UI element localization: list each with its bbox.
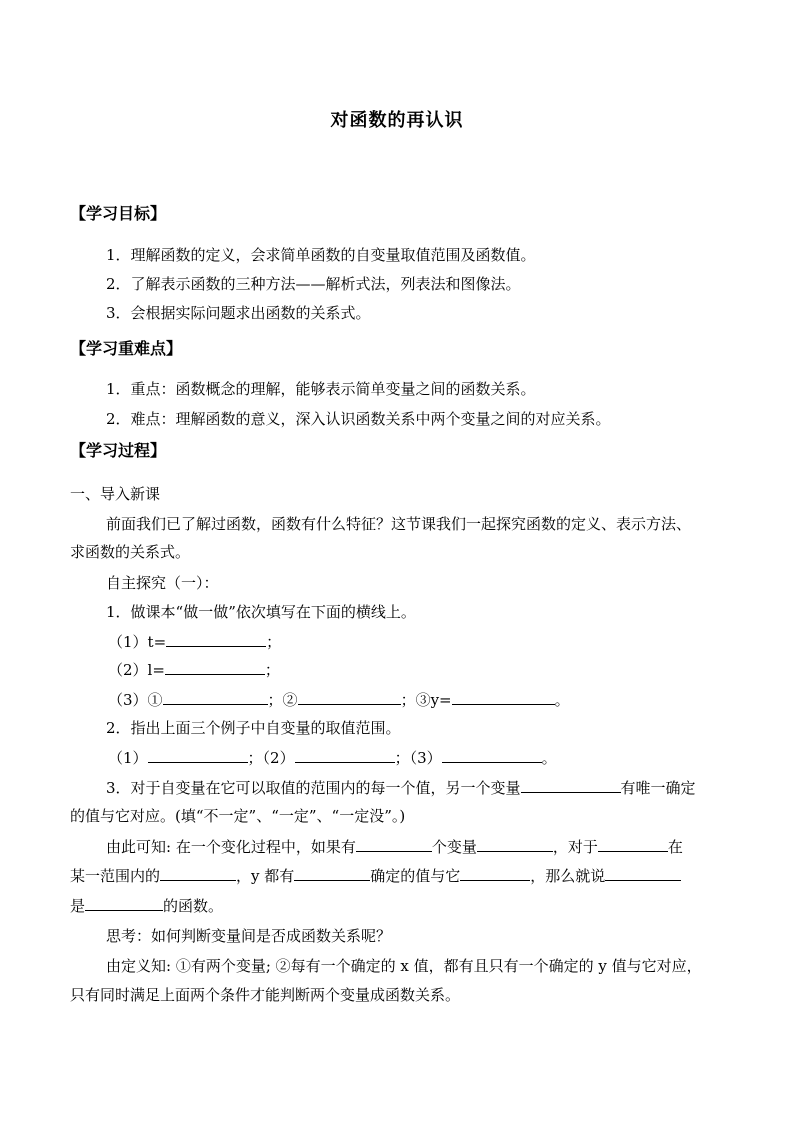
q1-a-label: （1）t= [108,633,167,651]
intro-line-2: 求函数的关系式。 [70,543,191,561]
semicolon: ； [264,661,280,679]
def-text: 个变量 [431,838,477,856]
goal-item-3: 3．会根据实际问题求出函数的关系式。 [106,304,371,322]
key-point-item-1: 1．重点：函数概念的理解，能够表示简单变量之间的函数关系。 [106,380,536,398]
answer-blank[interactable] [160,866,236,881]
answer-blank[interactable] [295,748,395,763]
q1-c-mid2: ；③y= [400,691,452,709]
q2-a: （1） [108,749,148,767]
goal-item-1: 1．理解函数的定义，会求简单函数的自变量取值范围及函数值。 [106,246,536,264]
q1-row-b [108,660,280,680]
answer-blank[interactable] [605,866,681,881]
def-text: 确定的值与它 [370,867,461,885]
q1-c-mid: ；② [267,691,298,709]
answer-blank[interactable] [356,837,432,852]
def-text: 某一范围内的 [70,867,161,885]
key-point-item-2: 2．难点：理解函数的意义，深入认识函数关系中两个变量之间的对应关系。 [106,410,611,428]
semicolon: ； [266,633,282,651]
def-text: 在 [667,838,683,856]
q3-text-a: 3．对于自变量在它可以取值的范围内的每一个值，另一个变量 [106,779,521,797]
definition-line-1 [106,837,683,857]
q1-row-c [108,690,570,710]
q2-row [108,748,557,768]
def-text: 是 [70,897,86,915]
q1-c-label: （3）① [108,691,163,709]
q3-line-2: 的值与它对应。(填“不一定”、“一定”、“一定没”。) [70,807,406,825]
q3-line-1 [106,778,696,798]
question-2: 2．指出上面三个例子中自变量的取值范围。 [106,719,401,737]
answer-blank[interactable] [452,690,555,705]
conclusion-line-1: 由定义知: ①有两个变量; ②每有一个确定的 x 值，都有且只有一个确定的 y 值与它对应， [106,957,702,975]
answer-blank[interactable] [294,866,370,881]
answer-blank[interactable] [477,837,553,852]
conclusion-line-2: 只有同时满足上面两个条件才能判断两个变量成函数关系。 [70,986,461,1004]
part1-title: 一、导入新课 [70,485,161,503]
def-text: 由此可知: 在一个变化过程中，如果有 [106,838,356,856]
think-question: 思考：如何判断变量间是否成函数关系呢？ [106,927,392,945]
q2-c: ；（3） [394,749,442,767]
answer-blank[interactable] [165,660,265,675]
answer-blank[interactable] [460,866,530,881]
q1-b-label: （2）l= [108,661,165,679]
page-title: 对函数的再认识 [330,110,464,131]
process-heading: 【学习过程】 [70,441,167,460]
answer-blank[interactable] [521,778,621,793]
answer-blank[interactable] [298,690,401,705]
answer-blank[interactable] [148,748,248,763]
intro-line-1: 前面我们已了解过函数，函数有什么特征？这节课我们一起探究函数的定义、表示方法、 [106,515,692,533]
q1-row-a [108,632,281,652]
period: 。 [541,749,557,767]
def-text: ，对于 [552,838,598,856]
def-text: 的函数。 [163,897,224,915]
q2-b: ；（2） [247,749,295,767]
answer-blank[interactable] [85,896,163,911]
def-text: ，y 都有 [236,867,295,885]
goals-heading: 【学习目标】 [70,204,167,223]
period: 。 [554,691,570,709]
key-points-heading: 【学习重难点】 [70,339,183,358]
definition-line-2 [70,866,681,886]
def-text: ，那么就说 [530,867,606,885]
goal-item-2: 2．了解表示函数的三种方法——解析式法，列表法和图像法。 [106,275,521,293]
answer-blank[interactable] [442,748,542,763]
question-1: 1．做课本“做一做”依次填写在下面的横线上。 [106,603,416,621]
answer-blank[interactable] [166,632,266,647]
answer-blank[interactable] [163,690,268,705]
q3-text-b: 有唯一确定 [620,779,696,797]
answer-blank[interactable] [598,837,668,852]
definition-line-3 [70,896,223,916]
explore-title: 自主探究（一）： [106,574,219,592]
